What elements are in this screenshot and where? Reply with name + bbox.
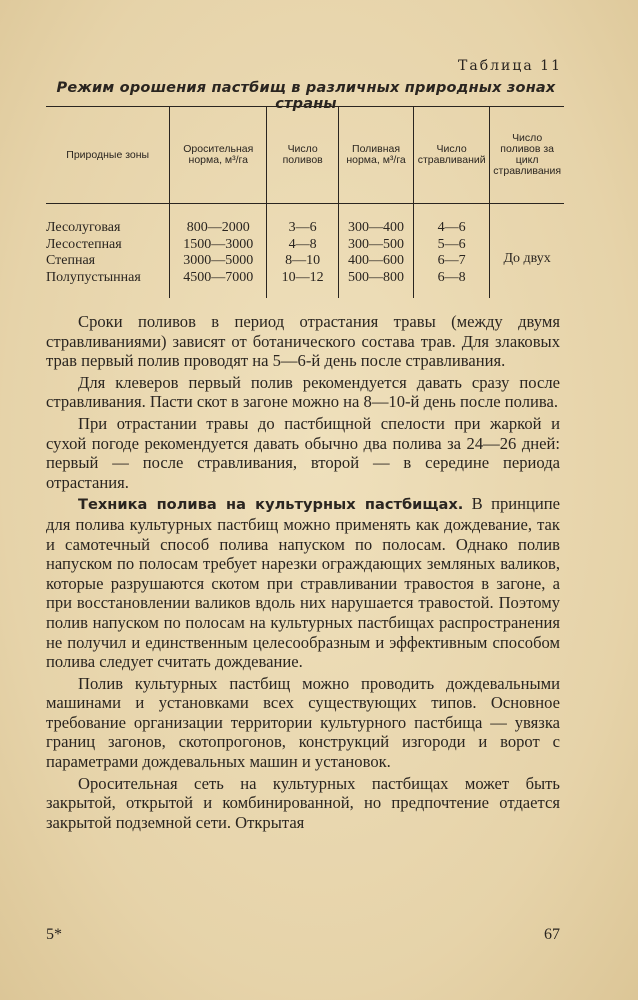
- body-text: [46, 312, 560, 832]
- paragraph-text: Оросительная сеть на культурных пастбищах может быть закрытой, открытой и комбинированной, но предпочтение отдается закрытой подземной сети. Открытая: [46, 773, 560, 832]
- cell-waterings-per-cycle: До двух: [490, 204, 564, 299]
- signature-mark: 5*: [46, 926, 62, 943]
- paragraph-text: Для клеверов первый полив рекомендуется давать сразу после стравливания. Пасти скот в загоне можно на 8—10-й день после полива.: [46, 372, 560, 412]
- paragraph: [46, 674, 560, 772]
- paragraph-text: Сроки поливов в период отрастания травы (между двумя стравливаниями) зависят от ботанического состава трав. Для злаковых трав первый полив проводят на 5—6-й день после стравливания.: [46, 312, 560, 371]
- page-number: 67: [544, 926, 560, 943]
- table-row: [46, 270, 564, 299]
- header-zones: Природные зоны: [46, 107, 170, 204]
- cell-irrigation-norm: 3000—5000: [170, 253, 267, 270]
- cell-irrigation-norm: 800—2000: [170, 204, 267, 237]
- irrigation-table: [46, 106, 564, 298]
- cell-watering-norm: 300—400: [339, 204, 414, 237]
- cell-zone: Лесостепная: [46, 236, 122, 252]
- paragraph-text: В принципе для полива культурных пастбищ можно применять как дождевание, так и самотечный способ полива напуском по полосам. Однако полив напуском по полосам требует нарезки ограждающих земляных валиков, которые разрушаются скотом при стравливании травостоя в загоне, а при восстановлении валиков вдоль них нарушается травостой. Поэтому полив напуском по полосам на культурных пастбищах распространения не получил и единственным целесообразным и эффективным способом полива следует считать дождевание.: [46, 494, 561, 672]
- paragraph-text: При отрастании травы до пастбищной спелости при жаркой и сухой погоде рекомендуется давать обычно два полива за 24—26 дней: первый — после стравливания, второй — в середине периода отрастания.: [46, 413, 560, 492]
- table-row: [46, 204, 564, 237]
- paragraph-text: Полив культурных пастбищ можно проводить дождевальными машинами и установками всех существующих типов. Основное требование организации территории культурного пастбища — увязка границ загонов, скотопрогонов, конструкций изгороди и ворот с параметрами дождевальных машин и установок.: [46, 673, 560, 772]
- cell-zone: Степная: [46, 253, 96, 268]
- paragraph: [46, 414, 560, 492]
- cell-watering-norm: 500—800: [339, 270, 414, 299]
- paragraph: [46, 494, 560, 671]
- cell-grazing-count: 6—8: [413, 270, 489, 299]
- header-watering-norm: Поливная норма, м³/га: [339, 107, 414, 204]
- table-row: [46, 237, 564, 254]
- cell-irrigation-norm: 4500—7000: [170, 270, 267, 299]
- table-header-row: [46, 107, 564, 204]
- cell-watering-norm: 300—500: [339, 237, 414, 254]
- table-title: Режим орошения пастбищ в различных природных зонах страны: [56, 80, 556, 112]
- cell-zone: Лесолуговая: [46, 220, 121, 235]
- header-irrigation-norm: Оросительная норма, м³/га: [170, 107, 267, 204]
- cell-grazing-count: 6—7: [413, 253, 489, 270]
- cell-watering-count: 3—6: [267, 204, 339, 237]
- cell-watering-count: 10—12: [267, 270, 339, 299]
- table-number-label: Таблица 11: [458, 58, 562, 74]
- header-grazing-count: Число стравливаний: [413, 107, 489, 204]
- header-watering-count: Число поливов: [267, 107, 339, 204]
- section-heading: Техника полива на культурных пастбищах.: [78, 496, 464, 514]
- cell-watering-count: 8—10: [267, 253, 339, 270]
- header-waterings-per-cycle: Число поливов за цикл стравливания: [490, 107, 564, 204]
- cell-watering-norm: 400—600: [339, 253, 414, 270]
- cell-grazing-count: 4—6: [413, 204, 489, 237]
- table-row: [46, 253, 564, 270]
- paragraph: [46, 312, 560, 371]
- cell-grazing-count: 5—6: [413, 237, 489, 254]
- cell-irrigation-norm: 1500—3000: [170, 237, 267, 254]
- paragraph: [46, 774, 560, 833]
- cell-watering-count: 4—8: [267, 237, 339, 254]
- paragraph: [46, 373, 560, 412]
- cell-zone: Полупустынная: [46, 269, 141, 285]
